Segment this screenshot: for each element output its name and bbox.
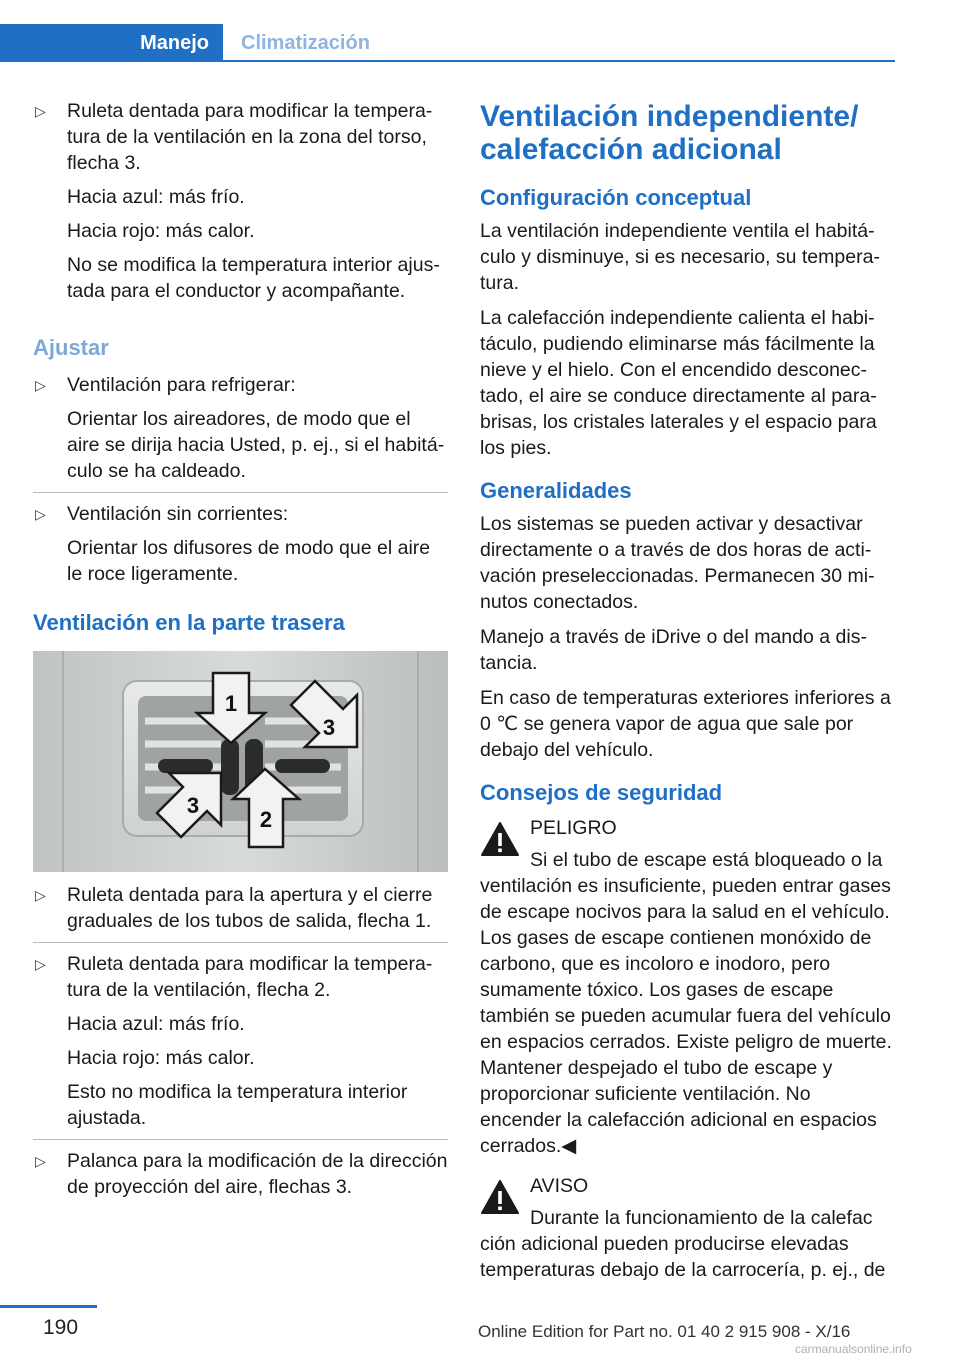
paragraph: Esto no modifica la temperatura interior ajustada. <box>67 1081 408 1129</box>
paragraph: Palanca para la modificación de la dirección de proyección del aire, flechas 3. <box>67 1150 448 1198</box>
divider <box>33 1139 448 1140</box>
heading-ajustar: Ajustar <box>33 335 109 360</box>
left-column <box>33 98 448 1208</box>
warning-body: ventilación es insuficiente, pueden entrar gases de escape nocivos para la salud en el vehículo. Los gases de escape contienen monóxido de carbono, que es incoloro e inodoro, pero sumamente tóxico. Los gases de escape también se pueden acumular fuera del vehículo en espacios cerrados. Existe peligro de muerte. Mantener despejado el tubo de escape y proporcionar suficiente ventilación. No encender la calefacción adicional en espacios cerrados.◀ <box>480 875 892 1157</box>
heading-safety: Consejos de seguridad <box>480 780 723 805</box>
list-item <box>33 98 448 312</box>
watermark: carmanualsonline.info <box>795 1342 912 1356</box>
paragraph: Hacia azul: más frío. <box>67 1013 245 1035</box>
paragraph: Hacia azul: más frío. <box>67 186 245 208</box>
paragraph: La calefacción independiente calienta el habitáculo, pudiendo eliminarse más fácilmente la nieve y el hielo. Con el encendido desconectado, el aire se conduce directamente al parabrisas, los cristales laterales y el espacio para los pies. <box>480 307 877 459</box>
tab-manejo[interactable]: Manejo <box>0 24 223 62</box>
paragraph: Ventilación para refrigerar: <box>67 374 296 396</box>
arrow-label: 3 <box>322 715 336 740</box>
paragraph: Hacia rojo: más calor. <box>67 1047 255 1069</box>
heading-concept: Configuración conceptual <box>480 185 752 210</box>
warning-aviso <box>480 1173 895 1283</box>
paragraph: No se modifica la temperatura interior ajustada para el conductor y acompañante. <box>67 254 440 302</box>
paragraph: En caso de temperaturas exteriores inferiores a 0 ℃ se genera vapor de agua que sale por debajo del vehículo. <box>480 687 891 761</box>
paragraph: Ruleta dentada para modificar la temperatura de la ventilación, flecha 2. <box>67 953 433 1001</box>
paragraph: Manejo a través de iDrive o del mando a distancia. <box>480 626 867 674</box>
warning-title: AVISO <box>530 1175 589 1197</box>
footer-rule <box>0 1305 97 1308</box>
paragraph: Hacia rojo: más calor. <box>67 220 255 242</box>
warning-title: PELIGRO <box>530 817 617 839</box>
page-number: 190 <box>43 1316 79 1339</box>
bullet-triangle-icon: ▷ <box>35 377 46 393</box>
list-item <box>33 372 448 492</box>
warning-peligro <box>480 815 895 1159</box>
chapter-header <box>0 24 895 62</box>
bullet-triangle-icon: ▷ <box>35 1153 46 1169</box>
divider <box>33 942 448 943</box>
warning-lead: Durante la funcionamiento de la calefac <box>530 1207 873 1229</box>
section-title: Ventilación independiente/ calefacción adicional <box>480 100 859 166</box>
paragraph: Ventilación sin corrientes: <box>67 503 289 525</box>
tab-climatizacion[interactable]: Climatización <box>241 31 370 54</box>
warning-body: ción adicional pueden producirse elevadas temperaturas debajo de la carrocería, p. ej., de <box>480 1233 886 1281</box>
arrow-label: 2 <box>259 807 273 832</box>
heading-rear-ventilation: Ventilación en la parte trasera <box>33 610 345 635</box>
edition-note: Online Edition for Part no. 01 40 2 915 908 - X/16 <box>478 1322 851 1341</box>
list-item <box>33 501 448 595</box>
paragraph: La ventilación independiente ventila el habitáculo y disminuye, si es necesario, su temperatura. <box>480 220 880 294</box>
warning-triangle-icon <box>480 1179 520 1215</box>
right-column <box>480 100 895 1297</box>
heading-general: Generalidades <box>480 478 632 503</box>
bullet-triangle-icon: ▷ <box>35 956 46 972</box>
divider <box>33 492 448 493</box>
paragraph: Orientar los difusores de modo que el aire le roce ligeramente. <box>67 537 431 585</box>
bullet-triangle-icon: ▷ <box>35 103 46 119</box>
list-item <box>33 1148 448 1208</box>
paragraph: Los sistemas se pueden activar y desactivar directamente o a través de dos horas de activación preseleccionadas. Permanecen 30 minutos conectados. <box>480 513 875 613</box>
list-item <box>33 951 448 1139</box>
bullet-triangle-icon: ▷ <box>35 506 46 522</box>
rear-vent-figure <box>33 651 448 872</box>
arrow-label: 1 <box>224 691 238 716</box>
bullet-triangle-icon: ▷ <box>35 887 46 903</box>
paragraph: Orientar los aireadores, de modo que el aire se dirija hacia Usted, p. ej., si el habitáculo se ha caldeado. <box>67 408 445 482</box>
arrow-label: 3 <box>186 793 200 818</box>
paragraph: Ruleta dentada para la apertura y el cierre graduales de los tubos de salida, flecha 1. <box>67 884 433 932</box>
warning-lead: Si el tubo de escape está bloqueado o la <box>530 849 883 871</box>
warning-triangle-icon <box>480 821 520 857</box>
list-item <box>33 882 448 942</box>
paragraph: Ruleta dentada para modificar la temperatura de la ventilación en la zona del torso, flecha 3. <box>67 100 433 174</box>
